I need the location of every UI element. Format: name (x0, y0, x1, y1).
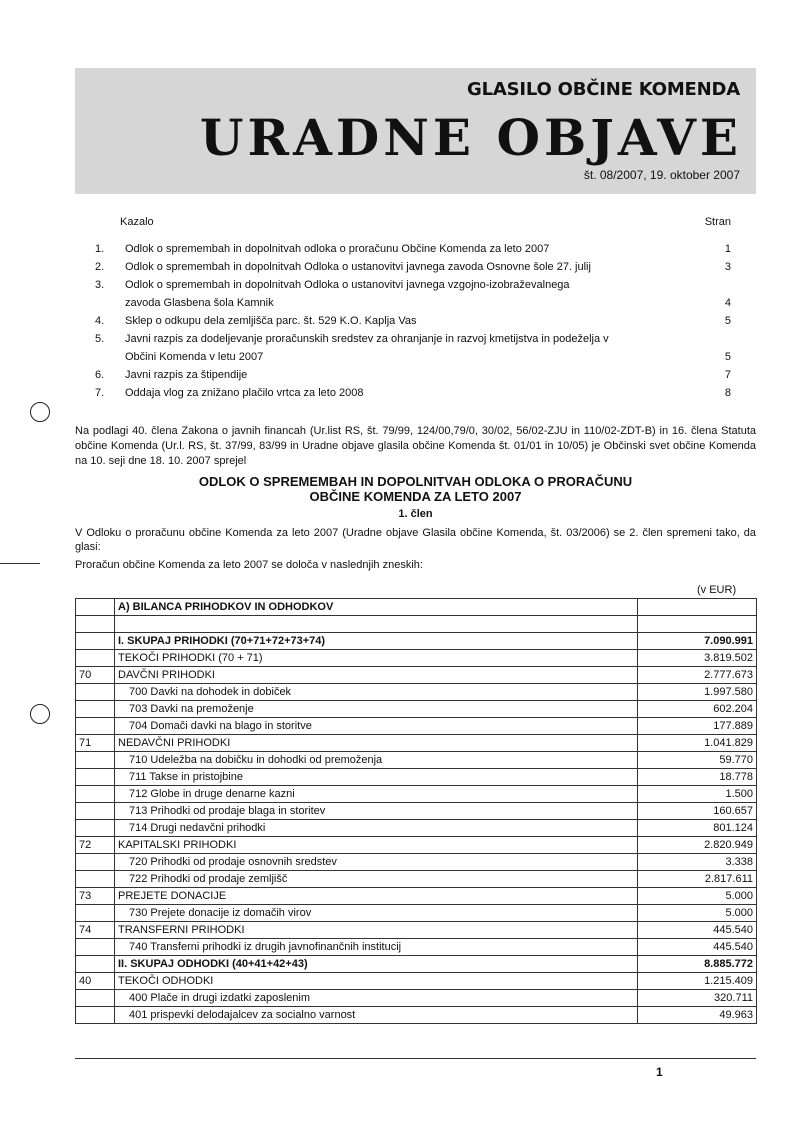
toc-item-number: 5. (95, 333, 105, 345)
account-description: TRANSFERNI PRIHODKI (115, 922, 638, 939)
account-description: TEKOČI ODHODKI (115, 973, 638, 990)
account-code (76, 854, 115, 871)
table-row (76, 1007, 757, 1024)
account-code (76, 803, 115, 820)
account-code: 70 (76, 667, 115, 684)
account-amount (638, 616, 757, 633)
account-amount: 177.889 (638, 718, 757, 735)
toc-list (95, 240, 731, 402)
table-row (76, 667, 757, 684)
toc-item-title (125, 240, 691, 258)
table-row (76, 616, 757, 633)
toc-item-number: 6. (95, 369, 105, 381)
currency-unit: (v EUR) (697, 584, 737, 596)
article-paragraph: V Odloku o proračunu občine Komenda za leto 2007 (Uradne objave Glasila občine Komenda, št. 03/2006) se 2. člen spremeni tako, da glasi: (75, 527, 756, 553)
toc-item (95, 240, 731, 258)
account-description (115, 616, 638, 633)
account-amount: 1.500 (638, 786, 757, 803)
article-heading: 1. člen (398, 508, 433, 520)
toc-item-page: 4 (724, 297, 731, 309)
account-amount: 49.963 (638, 1007, 757, 1024)
toc-item-title-line: Javni razpis za dodeljevanje proračunskih sredstev za ohranjanje in razvoj kmetijstva in podeželja v (125, 333, 609, 345)
toc-item-title (125, 330, 691, 366)
fold-mark (0, 563, 40, 564)
issue-info: št. 08/2007, 19. oktober 2007 (583, 168, 740, 182)
account-description: 704 Domači davki na blago in storitve (115, 718, 638, 735)
account-code: 40 (76, 973, 115, 990)
account-code (76, 769, 115, 786)
decree-title (75, 474, 756, 504)
account-code: 73 (76, 888, 115, 905)
toc-item-title (125, 276, 691, 312)
account-description: NEDAVČNI PRIHODKI (115, 735, 638, 752)
account-description: A) BILANCA PRIHODKOV IN ODHODKOV (115, 599, 638, 616)
toc-item (95, 366, 731, 384)
account-amount: 1.997.580 (638, 684, 757, 701)
account-code (76, 956, 115, 973)
punch-hole-top (30, 402, 50, 422)
toc-item-title-line: Javni razpis za štipendije (125, 369, 248, 381)
account-code (76, 990, 115, 1007)
account-code (76, 820, 115, 837)
account-amount: 18.778 (638, 769, 757, 786)
table-row (76, 701, 757, 718)
toc-item-number: 2. (95, 261, 105, 273)
account-description: 722 Prihodki od prodaje zemljišč (115, 871, 638, 888)
account-amount: 1.041.829 (638, 735, 757, 752)
table-row (76, 803, 757, 820)
table-row (76, 871, 757, 888)
toc-item-title-line: Oddaja vlog za znižano plačilo vrtca za leto 2008 (125, 387, 364, 399)
account-description: KAPITALSKI PRIHODKI (115, 837, 638, 854)
toc-item-page: 7 (724, 369, 731, 381)
account-description: II. SKUPAJ ODHODKI (40+41+42+43) (115, 956, 638, 973)
account-amount: 8.885.772 (638, 956, 757, 973)
account-description: 711 Takse in pristojbine (115, 769, 638, 786)
account-amount: 445.540 (638, 939, 757, 956)
toc-page-heading: Stran (704, 216, 731, 228)
account-code (76, 650, 115, 667)
table-row (76, 735, 757, 752)
masthead (75, 68, 756, 194)
account-amount: 445.540 (638, 922, 757, 939)
toc-item-title (125, 312, 691, 330)
account-amount: 3.338 (638, 854, 757, 871)
account-amount: 801.124 (638, 820, 757, 837)
account-code: 74 (76, 922, 115, 939)
account-code (76, 684, 115, 701)
account-amount: 602.204 (638, 701, 757, 718)
account-amount (638, 599, 757, 616)
toc-item-number: 4. (95, 315, 105, 327)
account-description: DAVČNI PRIHODKI (115, 667, 638, 684)
intro-paragraph: Na podlagi 40. člena Zakona o javnih financah (Ur.list RS, št. 79/99, 124/00,79/0, 30/02, 56/02-ZJU in 110/02-ZDT-B) in 16. člena Statuta občine Komenda (Ur.l. RS, št. 37/99, 83/99 in Uradne objave glasila občine Komenda št. 01/01 in 10/05) je Občinski svet občine Komenda na 10. seji dne 18. 10. 2007 sprejel (75, 425, 756, 467)
account-description: 720 Prihodki od prodaje osnovnih sredstev (115, 854, 638, 871)
masthead-title: URADNE OBJAVE (199, 108, 742, 167)
toc-item-title-line: Odlok o spremembah in dopolnitvah Odloka o ustanovitvi javnega vzgojno-izobraževalnega (125, 279, 570, 291)
table-row (76, 820, 757, 837)
table-row (76, 718, 757, 735)
toc-heading: Kazalo (120, 216, 154, 228)
account-code (76, 786, 115, 803)
account-code (76, 1007, 115, 1024)
toc-item-number: 1. (95, 243, 105, 255)
table-row (76, 752, 757, 769)
account-description: 703 Davki na premoženje (115, 701, 638, 718)
account-description: TEKOČI PRIHODKI (70 + 71) (115, 650, 638, 667)
account-amount: 5.000 (638, 905, 757, 922)
account-code (76, 616, 115, 633)
table-row (76, 786, 757, 803)
account-code (76, 752, 115, 769)
table-row (76, 837, 757, 854)
account-description: 730 Prejete donacije iz domačih virov (115, 905, 638, 922)
account-description: 740 Transferni prihodki iz drugih javnofinančnih institucij (115, 939, 638, 956)
table-row (76, 888, 757, 905)
account-amount: 2.820.949 (638, 837, 757, 854)
account-code (76, 633, 115, 650)
toc-header (95, 216, 731, 240)
toc-item (95, 384, 731, 402)
account-description: 700 Davki na dohodek in dobiček (115, 684, 638, 701)
table-row (76, 956, 757, 973)
account-code (76, 718, 115, 735)
account-description: 714 Drugi nedavčni prihodki (115, 820, 638, 837)
table-row (76, 990, 757, 1007)
toc-item-title-line: Občini Komenda v letu 2007 (125, 351, 264, 363)
table-row (76, 684, 757, 701)
table-row (76, 650, 757, 667)
account-amount: 7.090.991 (638, 633, 757, 650)
account-amount: 59.770 (638, 752, 757, 769)
table-row (76, 973, 757, 990)
toc-item (95, 258, 731, 276)
toc-item-title (125, 384, 691, 402)
toc-item-title-line: Odlok o spremembah in dopolnitvah odloka o proračunu Občine Komenda za leto 2007 (125, 243, 550, 255)
toc-item-page: 1 (724, 243, 731, 255)
account-description: 712 Globe in druge denarne kazni (115, 786, 638, 803)
toc-item-title-line: Odlok o spremembah in dopolnitvah Odloka o ustanovitvi javnega zavoda Osnovne šole 27. julij (125, 261, 591, 273)
account-description: PREJETE DONACIJE (115, 888, 638, 905)
toc-item-page: 8 (724, 387, 731, 399)
account-code: 72 (76, 837, 115, 854)
budget-table (75, 598, 757, 1024)
toc-item-number: 3. (95, 279, 105, 291)
account-amount: 320.711 (638, 990, 757, 1007)
account-description: I. SKUPAJ PRIHODKI (70+71+72+73+74) (115, 633, 638, 650)
toc-item-title (125, 366, 691, 384)
table-row (76, 939, 757, 956)
table-row (76, 922, 757, 939)
account-description: 401 prispevki delodajalcev za socialno varnost (115, 1007, 638, 1024)
decree-title-line1: ODLOK O SPREMEMBAH IN DOPOLNITVAH ODLOKA O PRORAČUNU (198, 474, 633, 489)
table-row (76, 599, 757, 616)
table-of-contents (95, 216, 731, 402)
punch-hole-bottom (30, 704, 50, 724)
account-amount: 3.819.502 (638, 650, 757, 667)
toc-item-page: 5 (724, 315, 731, 327)
account-code (76, 701, 115, 718)
toc-item-page: 5 (724, 351, 731, 363)
toc-item-page: 3 (724, 261, 731, 273)
page-number: 1 (656, 1065, 663, 1079)
table-row (76, 905, 757, 922)
toc-item (95, 312, 731, 330)
account-description: 710 Udeležba na dobičku in dohodki od premoženja (115, 752, 638, 769)
toc-item (95, 276, 731, 312)
account-code (76, 939, 115, 956)
publication-name: GLASILO OBČINE KOMENDA (467, 79, 740, 100)
toc-item-number: 7. (95, 387, 105, 399)
toc-item-title-line: zavoda Glasbena šola Kamnik (125, 297, 274, 309)
decree-title-line2: OBČINE KOMENDA ZA LETO 2007 (309, 489, 522, 504)
budget-intro: Proračun občine Komenda za leto 2007 se določa v naslednjih zneskih: (75, 559, 423, 571)
table-row (76, 854, 757, 871)
account-description: 713 Prihodki od prodaje blaga in storitev (115, 803, 638, 820)
account-amount: 2.777.673 (638, 667, 757, 684)
footer-divider (75, 1058, 756, 1059)
toc-item-title (125, 258, 691, 276)
account-code (76, 871, 115, 888)
account-amount: 2.817.611 (638, 871, 757, 888)
table-row (76, 633, 757, 650)
account-code (76, 905, 115, 922)
account-amount: 160.657 (638, 803, 757, 820)
table-row (76, 769, 757, 786)
account-code: 71 (76, 735, 115, 752)
account-amount: 5.000 (638, 888, 757, 905)
toc-item (95, 330, 731, 366)
account-amount: 1.215.409 (638, 973, 757, 990)
account-code (76, 599, 115, 616)
toc-item-title-line: Sklep o odkupu dela zemljišča parc. št. 529 K.O. Kaplja Vas (125, 315, 417, 327)
account-description: 400 Plače in drugi izdatki zaposlenim (115, 990, 638, 1007)
